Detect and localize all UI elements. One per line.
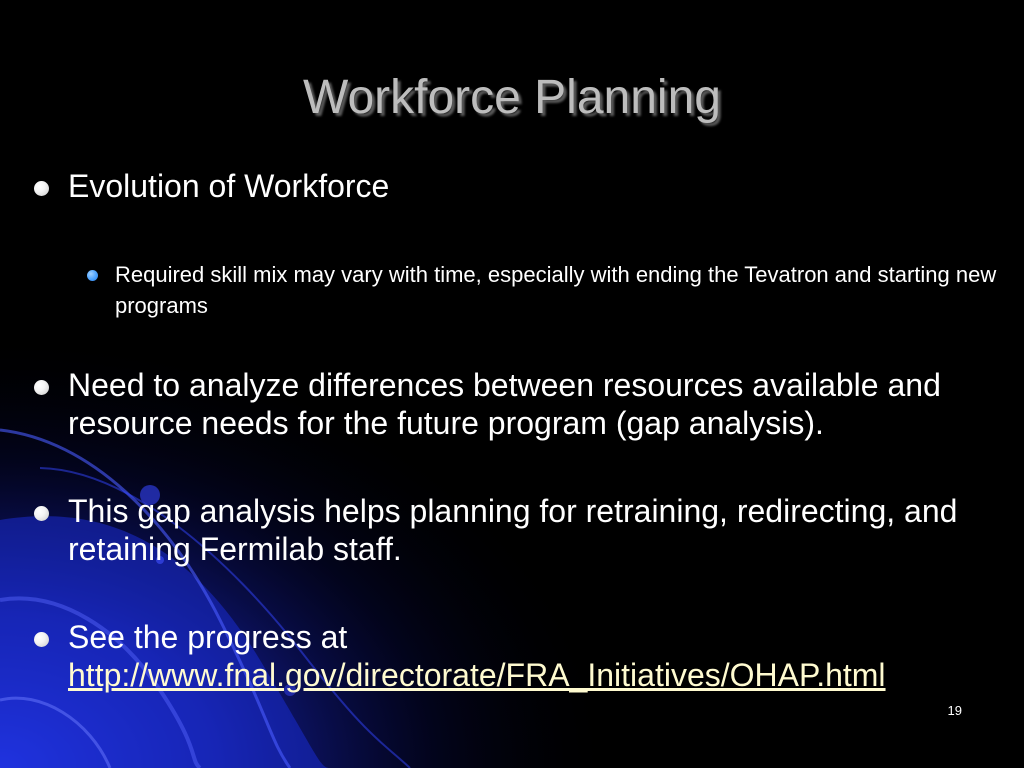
sub-bullet-dot xyxy=(87,270,98,281)
bullet-dot xyxy=(34,506,49,521)
page-number: 19 xyxy=(947,703,962,718)
progress-text: See the progress at xyxy=(68,619,348,655)
bullet-dot xyxy=(34,181,49,196)
sub-bullet-skill-mix: Required skill mix may vary with time, especially with ending the Tevatron and starting new programs xyxy=(115,262,997,318)
bullet-evolution: Evolution of Workforce xyxy=(68,168,390,204)
slide-title: Workforce Planning xyxy=(303,71,721,124)
ohap-link[interactable]: http://www.fnal.gov/directorate/FRA_Initiatives/OHAP.html xyxy=(68,657,886,693)
bullet-dot xyxy=(34,380,49,395)
bullet-gap-analysis-helps: This gap analysis helps planning for retraining, redirecting, and retaining Fermilab staff. xyxy=(68,493,958,567)
bullet-progress xyxy=(68,618,1013,694)
bullet-dot xyxy=(34,632,49,647)
bullet-gap-analysis-need: Need to analyze differences between resources available and resource needs for the future program (gap analysis). xyxy=(68,367,941,441)
